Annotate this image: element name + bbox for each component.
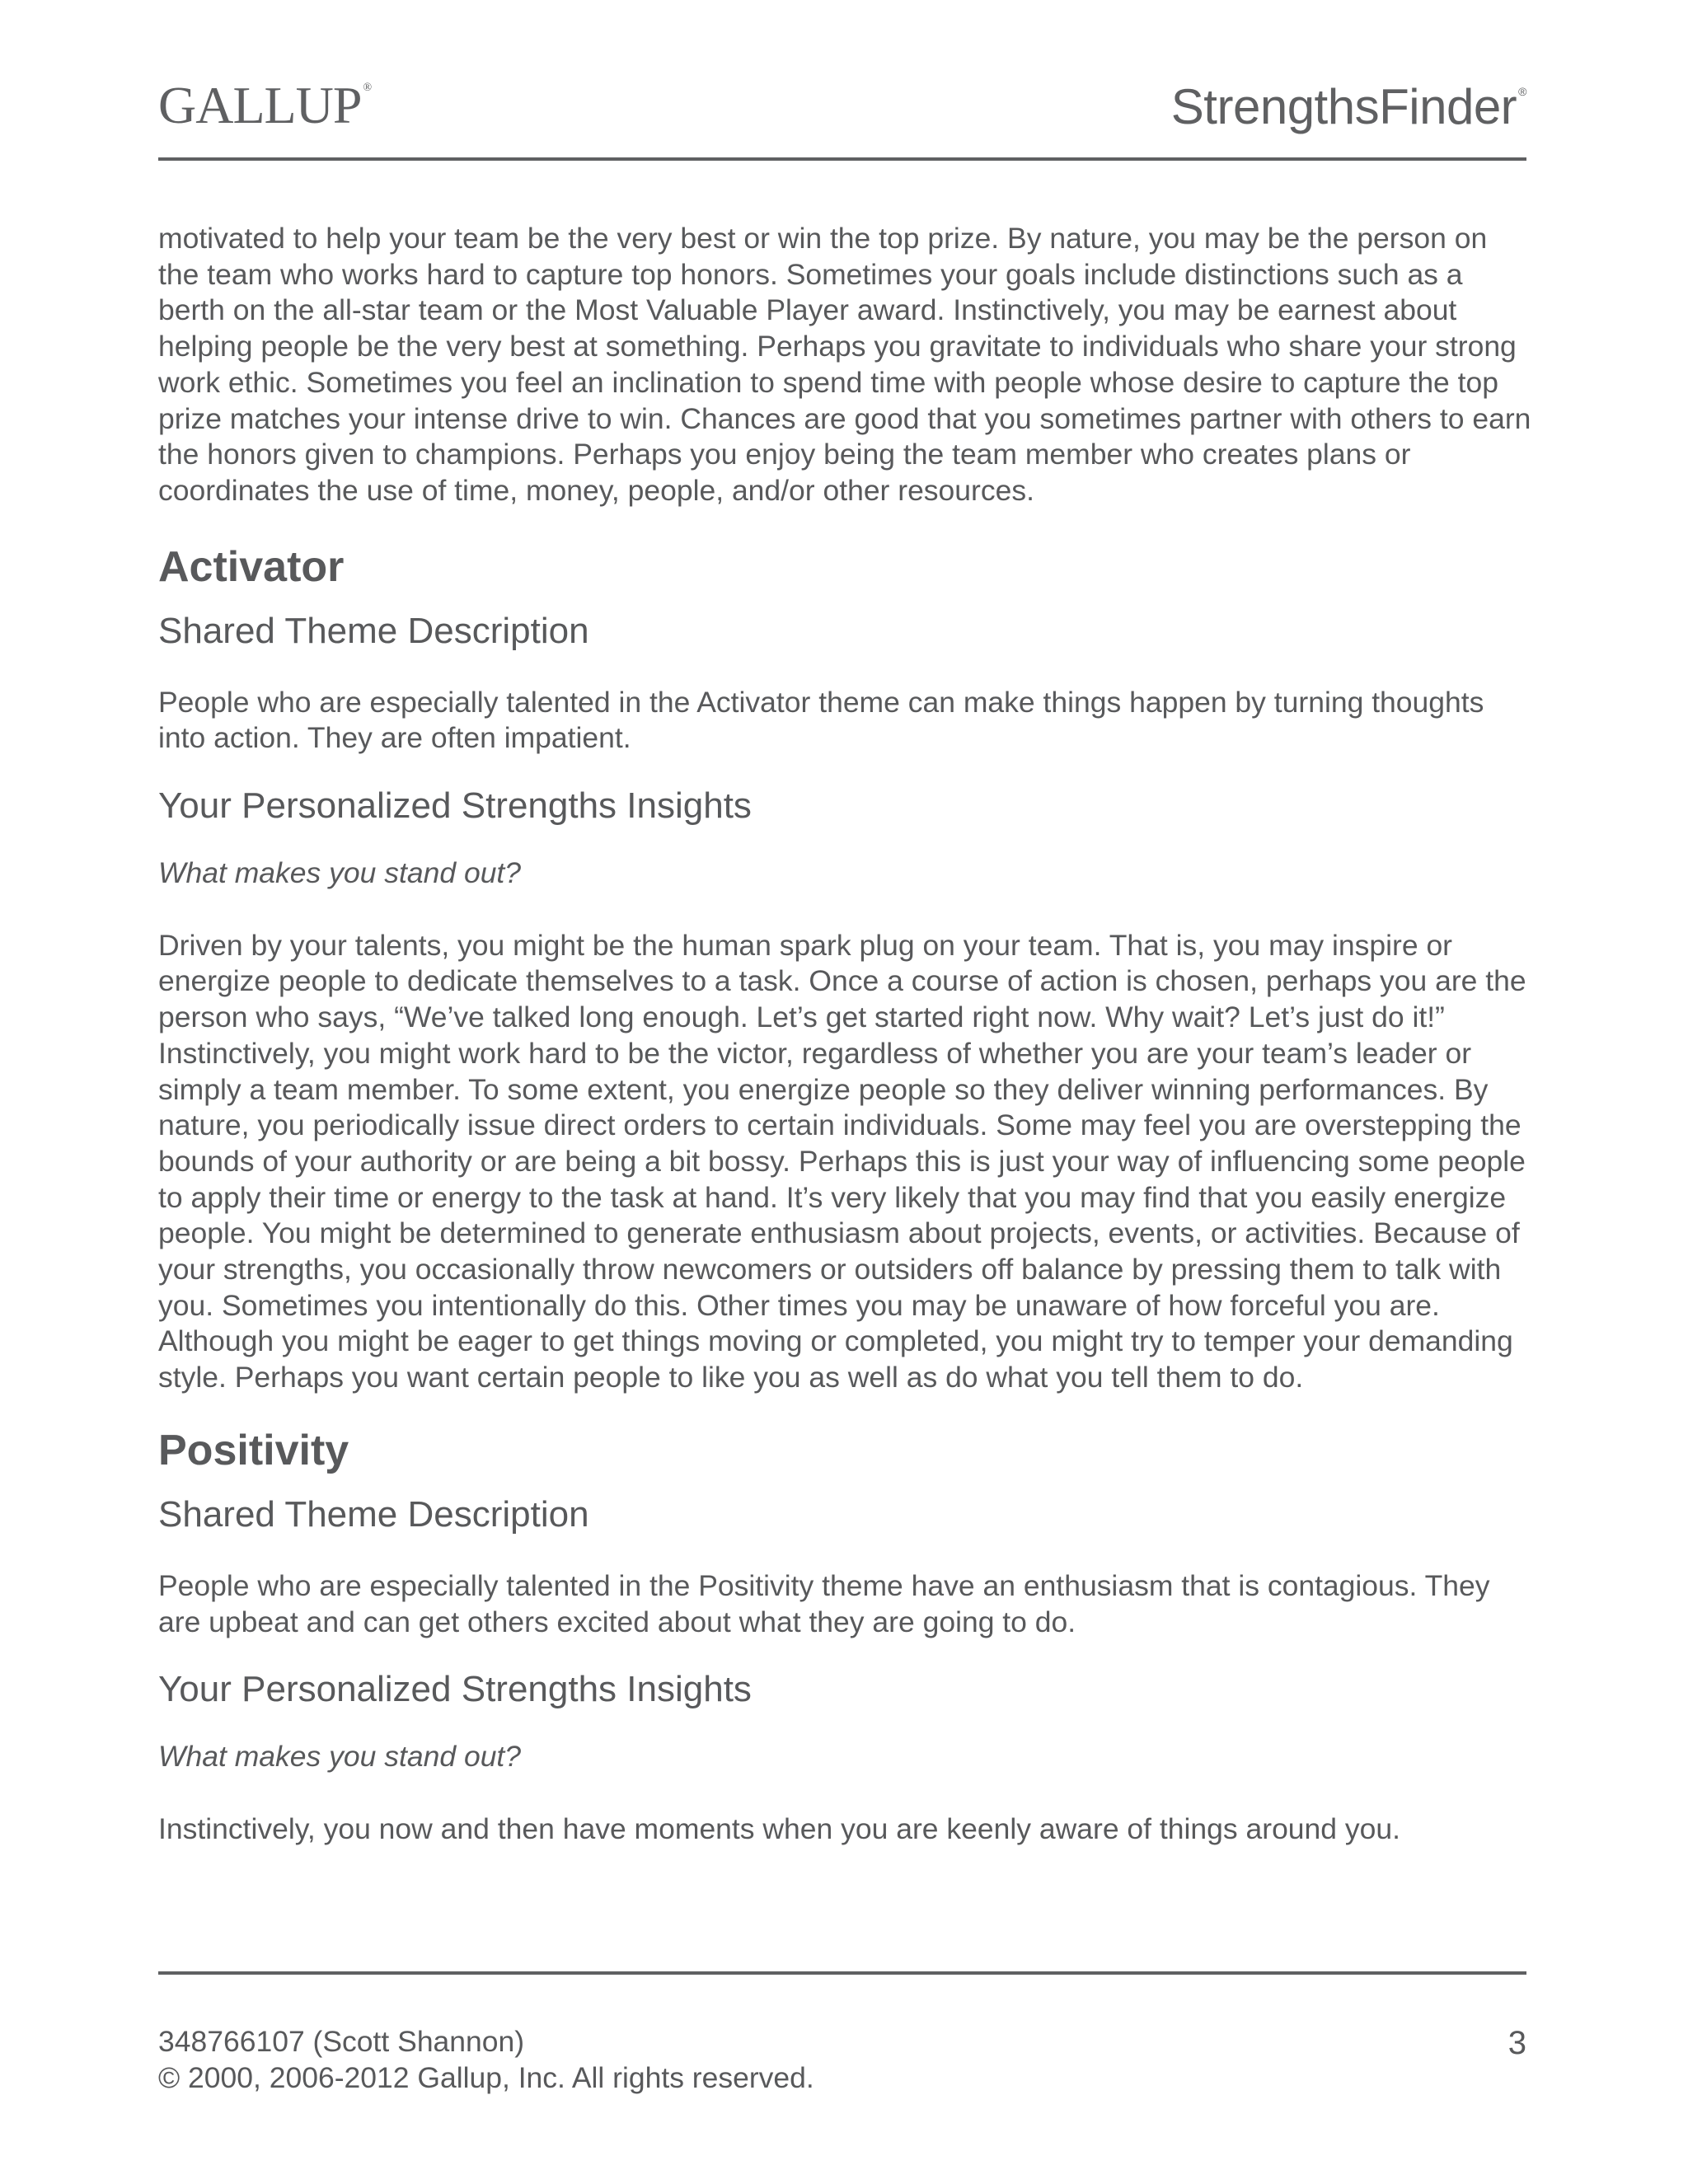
brand-text: StrengthsFinder [1170, 79, 1517, 134]
footer-divider [158, 1971, 1526, 1975]
intro-paragraph: motivated to help your team be the very best or win the top prize. By nature, you may be the person on the team who works hard to capture top honors. Sometimes your goals include distinctions such as a berth on the all-star team or the Most Valuable Player award. Instinctively, you may be earnest about helping people be the very best at something. Perhaps you gravitate to individuals who share your strong work ethic. Sometimes you feel an inclination to spend time with people whose desire to capture the top prize matches your intense drive to win. Chances are good that you sometimes partner with others to earn the honors given to champions. Perhaps you enjoy being the team member who creates plans or coordinates the use of time, money, people, and/or other resources. [158, 222, 1531, 507]
insight-text: Instinctively, you now and then have moments when you are keenly aware of things around you. [158, 1811, 1400, 1845]
strengthsfinder-brand [1170, 79, 1526, 134]
logo-registered-mark: ® [363, 82, 372, 94]
logo-text: GALLUP [158, 76, 362, 134]
page-header [158, 76, 1526, 134]
page-number: 3 [1507, 2025, 1526, 2061]
shared-theme-heading: Shared Theme Description [158, 1493, 589, 1535]
insights-heading: Your Personalized Strengths Insights [158, 785, 752, 827]
theme-heading-activator: Activator [158, 542, 345, 591]
insights-question: What makes you stand out? [158, 1740, 522, 1774]
header-divider [158, 157, 1526, 161]
gallup-logo [158, 76, 372, 134]
page-footer [158, 2024, 1526, 2096]
shared-theme-heading: Shared Theme Description [158, 610, 589, 651]
shared-theme-text: People who are especially talented in the Activator theme can make things happen by turning thoughts into action. They are often impatient. [158, 685, 1484, 755]
brand-registered-mark: ® [1518, 85, 1526, 98]
page-content [158, 221, 1533, 1848]
theme-heading-positivity: Positivity [158, 1426, 349, 1474]
shared-theme-text: People who are especially talented in the Positivity theme have an enthusiasm that is contagious. They are upbeat and can get others excited about what they are going to do. [158, 1568, 1490, 1638]
insights-heading: Your Personalized Strengths Insights [158, 1669, 752, 1710]
insight-text: Driven by your talents, you might be the human spark plug on your team. That is, you may inspire or energize people to dedicate themselves to a task. Once a course of action is chosen, perhaps you are the person who says, “We’ve talked long enough. Let’s get started right now. Why wait? Let’s just do it!” Instinctively, you might work hard to be the victor, regardless of whether you are your team’s leader or simply a team member. To some extent, you energize people so they deliver winning performances. By nature, you periodically issue direct orders to certain individuals. Some may feel you are overstepping the bounds of your authority or are being a bit bossy. Perhaps this is just your way of influencing some people to apply their time or energy to the task at hand. It’s very likely that you may find that you easily energize people. You might be determined to generate enthusiasm about projects, events, or activities. Because of your strengths, you occasionally throw newcomers or outsiders off balance by pressing them to talk with you. Sometimes you intentionally do this. Other times you may be unaware of how forceful you are. Although you might be eager to get things moving or completed, you might try to temper your demanding style. Perhaps you want certain people to like you as well as do what you tell them to do. [158, 928, 1526, 1394]
insights-question: What makes you stand out? [158, 856, 522, 890]
report-id: 348766107 (Scott Shannon) [158, 2025, 525, 2058]
copyright-text: © 2000, 2006-2012 Gallup, Inc. All rights reserved. [158, 2060, 814, 2094]
